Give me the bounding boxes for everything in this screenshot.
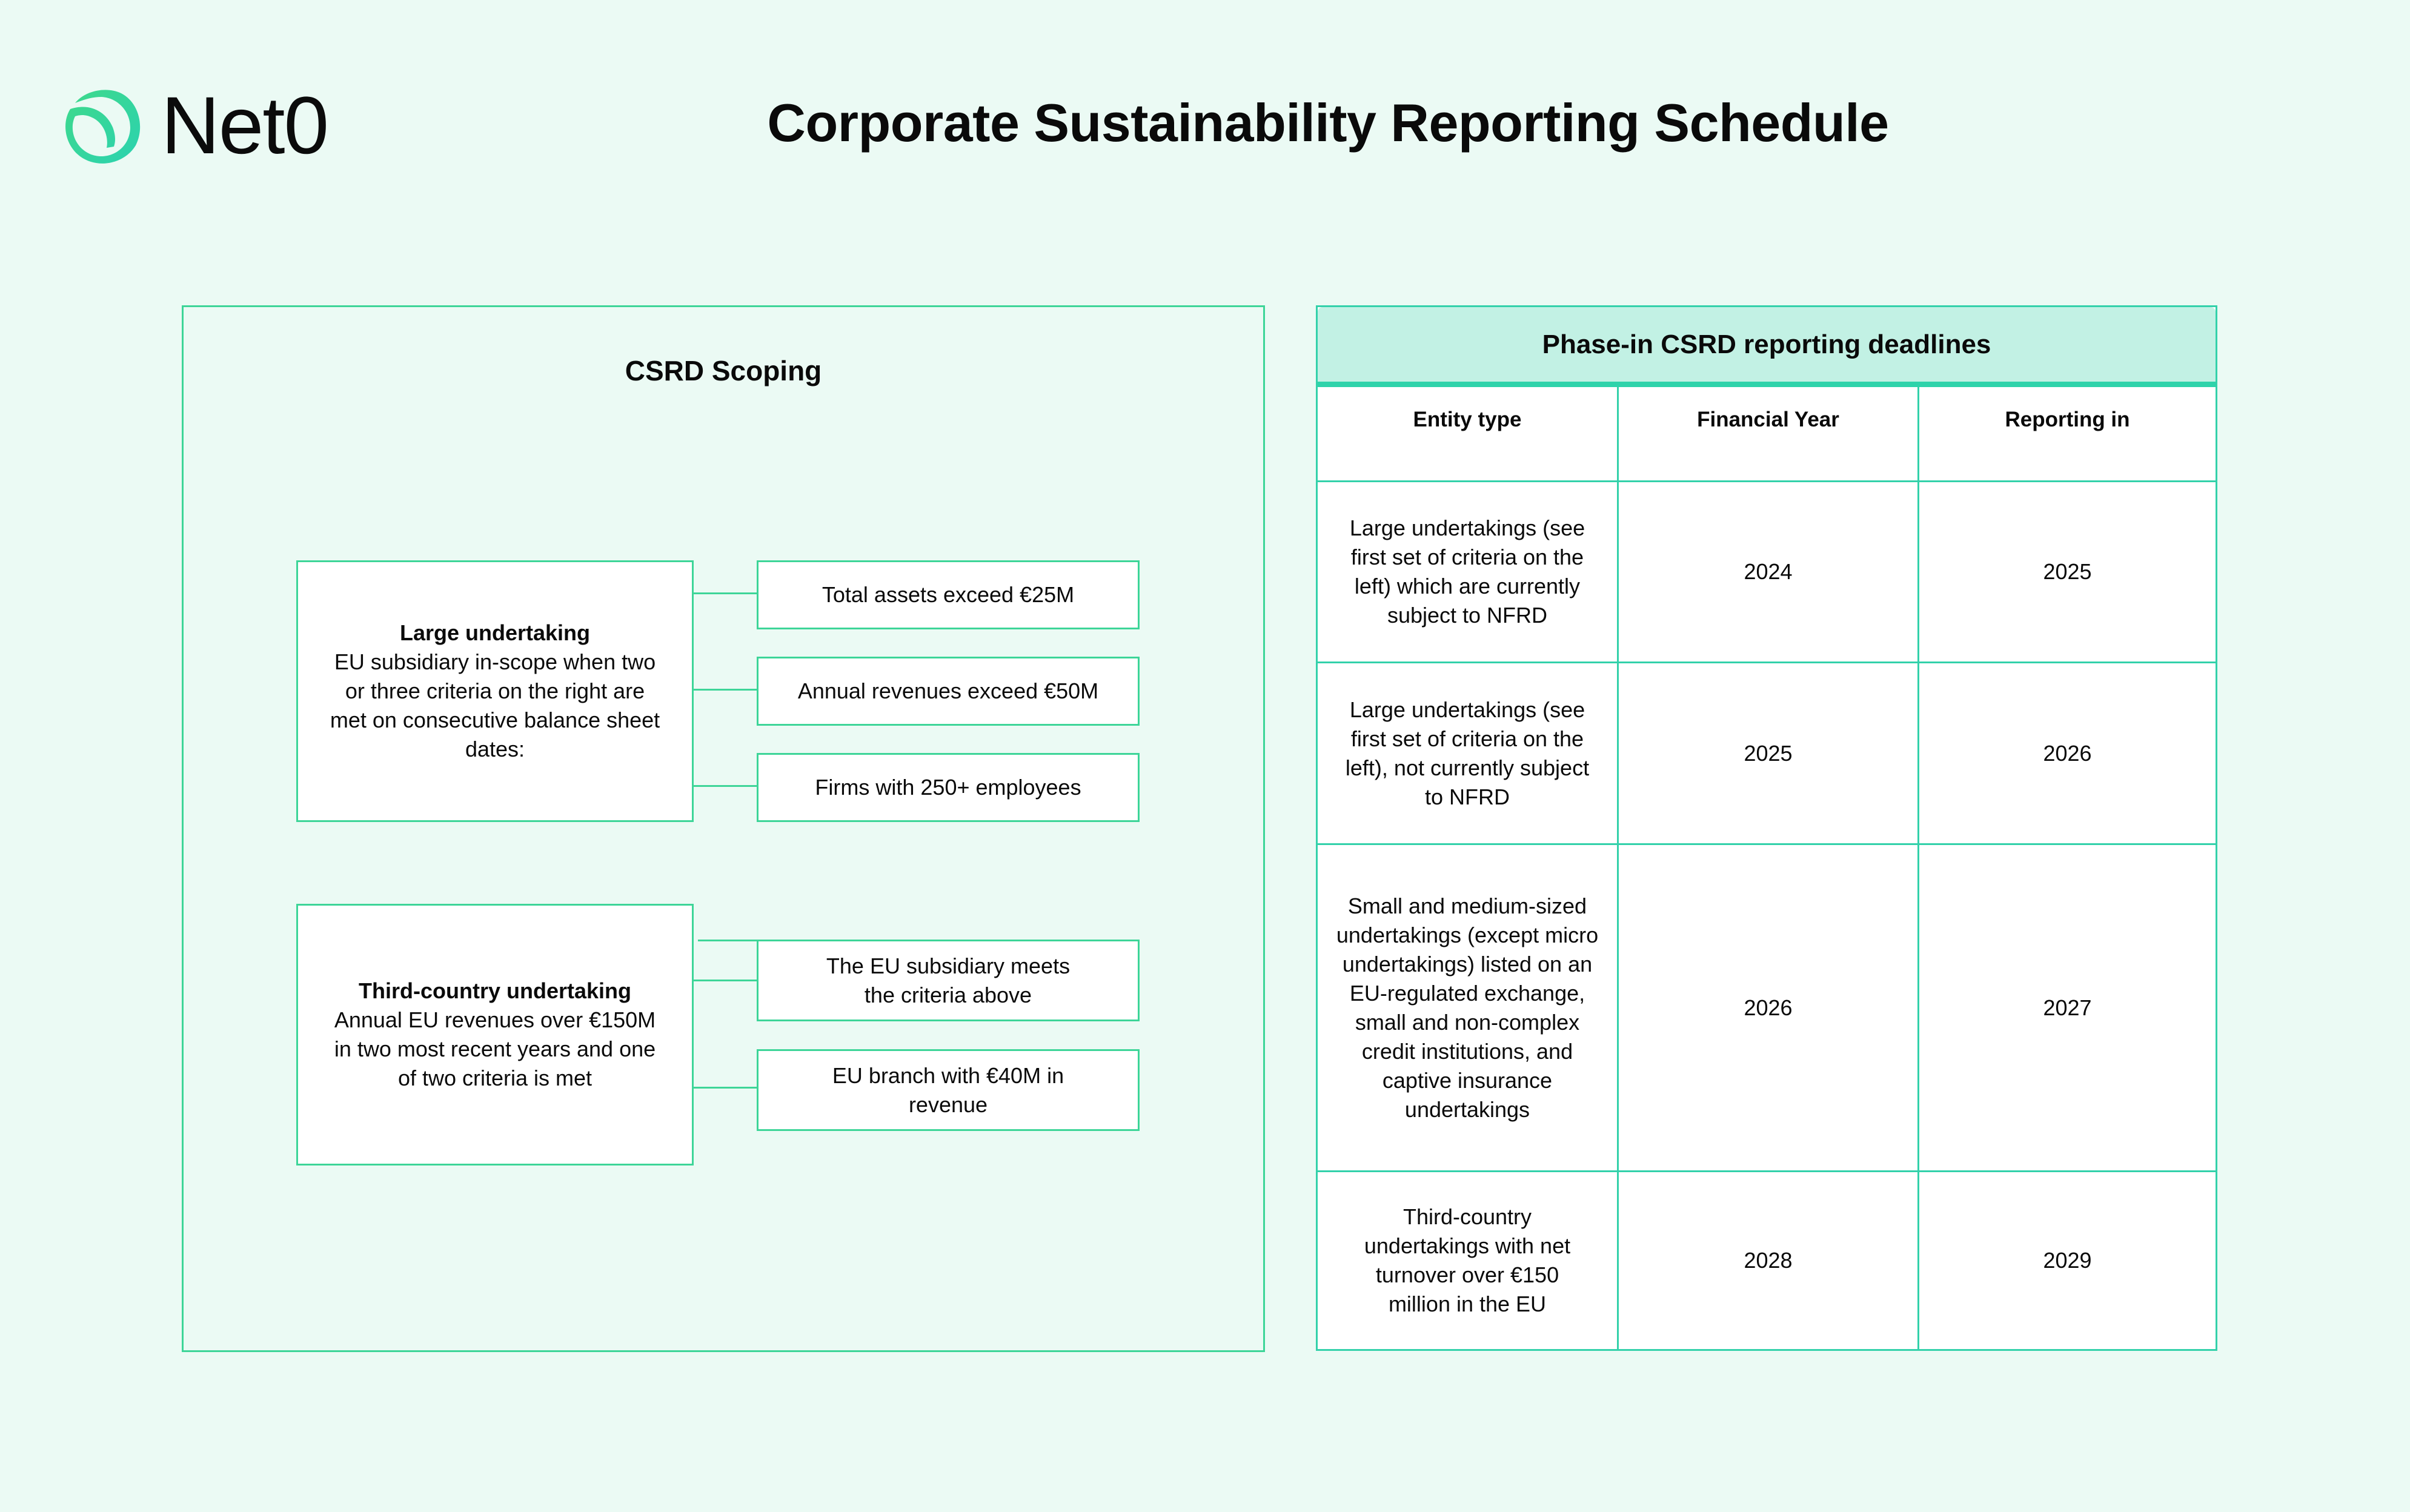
- criteria-box-total-assets: [757, 560, 1140, 629]
- table-cell-entity: Small and medium-sized undertakings (except micro undertakings) listed on an EU-regulated exchange, small and non-complex credit institutions, and captive insurance undertakings: [1336, 893, 1599, 1122]
- brand-logo: [61, 81, 339, 171]
- criteria-text: Total assets exceed €25M: [822, 582, 1075, 607]
- table-cell-financial-year: 2026: [1744, 995, 1793, 1020]
- large-undertaking-box: [296, 560, 694, 822]
- criteria-text: The EU subsidiary meets the criteria above: [826, 953, 1071, 1007]
- table-cell-entity: Large undertakings (see first set of criteria on the left) which are currently subject to NFRD: [1349, 516, 1585, 628]
- connector-line: [694, 689, 757, 691]
- table-cell-financial-year: 2024: [1744, 559, 1793, 584]
- leaf-ring-logo-icon: [61, 85, 143, 167]
- criteria-box-employees: [757, 753, 1140, 822]
- table-title-divider: [1318, 382, 2216, 387]
- table-cell-financial-year: 2025: [1744, 740, 1793, 766]
- deadlines-table: [1316, 305, 2217, 1351]
- large-undertaking-description: EU subsidiary in-scope when two or three criteria on the right are met on consecutive balance sheet dates:: [330, 649, 660, 761]
- criteria-text: Annual revenues exceed €50M: [797, 678, 1099, 703]
- third-country-undertaking-box: [296, 904, 694, 1166]
- table-cell-reporting-in: 2029: [2043, 1248, 2092, 1273]
- table-cell-entity: Third-country undertakings with net turnover over €150 million in the EU: [1364, 1204, 1571, 1316]
- third-country-title: Third-country undertaking: [359, 978, 631, 1003]
- connector-line: [694, 980, 757, 981]
- column-header-entity-type: Entity type: [1413, 408, 1522, 431]
- connector-line: [694, 1087, 757, 1089]
- brand-name: Net0: [161, 81, 328, 171]
- table-cell-reporting-in: 2026: [2043, 740, 2092, 766]
- table-cell-reporting-in: 2025: [2043, 559, 2092, 584]
- table-title: Phase-in CSRD reporting deadlines: [1318, 307, 2216, 382]
- scoping-title: CSRD Scoping: [625, 355, 822, 386]
- column-header-financial-year: Financial Year: [1697, 408, 1839, 431]
- connector-line: [698, 940, 759, 941]
- criteria-box-eu-branch: [757, 1049, 1140, 1131]
- criteria-text: EU branch with €40M in revenue: [832, 1063, 1064, 1117]
- column-header-reporting-in: Reporting in: [2005, 408, 2130, 431]
- table-cell-reporting-in: 2027: [2043, 995, 2092, 1020]
- table-cell-entity: Large undertakings (see first set of criteria on the left), not currently subject to NFRD: [1345, 697, 1590, 809]
- criteria-box-annual-revenues: [757, 657, 1140, 726]
- criteria-box-eu-subsidiary: [757, 940, 1140, 1021]
- large-undertaking-title: Large undertaking: [399, 620, 591, 645]
- table-cell-financial-year: 2028: [1744, 1248, 1793, 1273]
- page-title: Corporate Sustainability Reporting Schedule: [767, 93, 1889, 153]
- connector-line: [694, 592, 757, 594]
- third-country-description: Annual EU revenues over €150M in two most recent years and one of two criteria is met: [334, 1007, 656, 1090]
- connector-line: [694, 785, 757, 787]
- csrd-scoping-panel: [182, 305, 1265, 1352]
- criteria-text: Firms with 250+ employees: [815, 775, 1081, 800]
